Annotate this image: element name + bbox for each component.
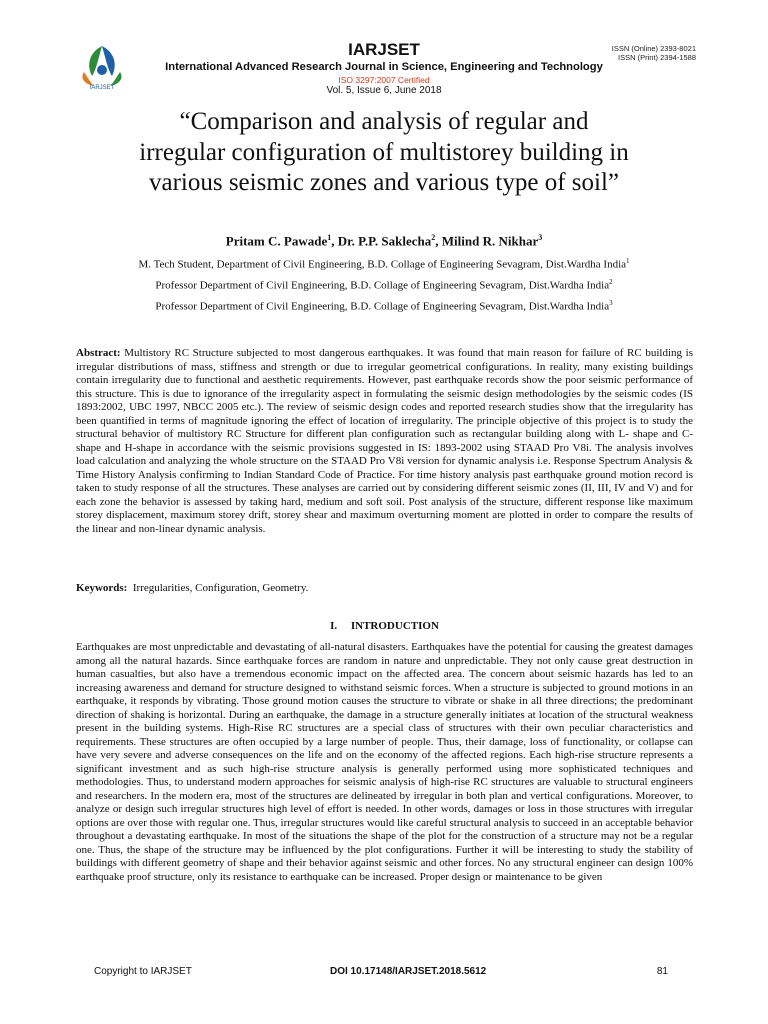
author-sep: , — [331, 233, 338, 249]
affiliation-sup: 1 — [626, 257, 630, 265]
journal-short-name: IARJSET — [348, 40, 420, 59]
author-sup: 1 — [327, 233, 332, 242]
title-line-2: irregular configuration of multistorey building in — [139, 138, 629, 166]
footer-page-number: 81 — [656, 966, 668, 977]
affiliation-text: Professor Department of Civil Engineering, B.D. Collage of Engineering Sevagram, Dist.Wardha India — [155, 279, 610, 292]
logo-text: IARJSET — [89, 85, 115, 90]
footer-copyright: Copyright to IARJSET — [94, 966, 192, 977]
journal-logo-icon — [72, 42, 132, 90]
author-sup: 3 — [538, 233, 543, 242]
section-number: I. — [330, 620, 338, 632]
section-title: INTRODUCTION — [350, 620, 439, 632]
journal-full-name: International Advanced Research Journal in Science, Engineering and Technology — [165, 61, 603, 73]
title-line-1: “Comparison and analysis of regular and — [179, 108, 589, 135]
keywords — [76, 582, 693, 596]
affiliation-text: M. Tech Student, Department of Civil Engineering, B.D. Collage of Engineering Sevagram, Dist.Wardha India — [138, 258, 627, 271]
keywords-text: Irregularities, Configuration, Geometry. — [132, 582, 309, 594]
title-line-3: various seismic zones and various type of soil” — [148, 169, 620, 196]
author-sup: 2 — [431, 233, 436, 242]
abstract-label: Abstract: — [76, 347, 121, 359]
abstract-text: Multistory RC Structure subjected to most dangerous earthquakes. It was found that main reason for failure of RC building is irregular distributions of mass, stiffness and strength or due to irregular geometrical configurations. In reality, many existing buildings contain irregularity due to functional and aesthetic requirements. However, past earthquake records show the poor seismic performance of this structure. This is due to ignorance of the irregularity aspect in formulating the seismic design methodologies by the seismic codes (IS 1893:2002, UBC 1997, NBCC 2005 etc.). The review of seismic design codes and reported research studies show that the irregularity has been quantified in terms of magnitude ignoring the effect of location of irregularity. The principle objective of this project is to study the structural behavior of multistory RC Structure for different plan configuration such as rectangular building along with L- shape and C- shape and H-shape in accordance with the seismic provisions suggested in IS: 1893-2002 using STAAD Pro V8i. The analysis involves load calculation and analyzing the whole structure on the STAAD Pro V8i version for dynamic analysis i.e. Response Spectrum Analysis & Time History Analysis confirming to Indian Standard Code of Practice. For time history analysis past earthquake ground motion record is taken to study response of all the structures. These analyses are carried out by considering different seismic zones (II, III, IV and V) and for each zone the behavior is assessed by taking hard, medium and soft soil. Post analysis of the structure, different response like maximum storey displacement, maximum storey drift, storey shear and maximum overturning moment are plotted in order to compare the results of the linear and non-linear dynamic analysis. — [76, 347, 694, 535]
author-name: Pritam C. Pawade — [225, 233, 328, 249]
author-name: Milind R. Nikhar — [441, 233, 539, 249]
author-sep: , — [435, 233, 442, 249]
affiliation-text: Professor Department of Civil Engineering, B.D. Collage of Engineering Sevagram, Dist.Wardha India — [155, 300, 610, 313]
paper-title — [60, 107, 708, 199]
author-name: Dr. P.P. Saklecha — [337, 233, 432, 249]
affiliation-sup: 2 — [609, 278, 613, 286]
footer-doi: DOI 10.17148/IARJSET.2018.5612 — [330, 966, 487, 977]
abstract — [76, 347, 693, 536]
iso-certification: ISO 3297:2007 Certified — [338, 75, 430, 85]
affiliation-1 — [60, 257, 708, 271]
author-list — [60, 233, 708, 249]
volume-issue: Vol. 5, Issue 6, June 2018 — [326, 85, 442, 96]
issn-online: ISSN (Online) 2393-8021 — [611, 44, 696, 53]
affiliation-sup: 3 — [609, 299, 613, 307]
affiliation-3 — [60, 299, 708, 313]
keywords-label: Keywords: — [76, 582, 128, 594]
section-heading — [76, 620, 693, 632]
issn-print: ISSN (Print) 2394-1588 — [618, 53, 696, 62]
introduction-text: Earthquakes are most unpredictable and devastating of all-natural disasters. Earthquakes have the potential for causing the greatest damages among all the natural hazards. Since earthquake forces are random in nature and unpredictable. They not only cause great destruction in human casualties, but also have a tremendous economic impact on the affected area. The concern about seismic hazards has led to an increasing awareness and demand for structure designed to withstand seismic forces. When a structure is subjected to ground motions in an earthquake, it responds by vibrating. Those ground motion causes the structure to vibrate or shake in all three directions; the predominant direction of shaking is horizontal. During an earthquake, the damage in a structure generally initiates at location of the structural weakness present in the building systems. High-Rise RC structures are a special class of structures with their own peculiar characteristics and requirements. These structures are often occupied by a large number of people. Thus, their damage, loss of functionality, or collapse can have very severe and adverse consequences on the life and on the economy of the affected regions. Each high-rise structure represents a significant investment and as such high-rise structure analysis is generally performed using more sophisticated techniques and methodologies. Thus, to understand modern approaches for seismic analysis of high-rise RC structures are valuable to structural engineers and researchers. In the modern era, most of the structures are delineated by irregular in both plan and vertical configurations. Moreover, to analyze or design such irregular structures high level of effort is needed. In other words, damages or loss in those structures with irregular options are over those with regular one. Thus, irregular structures would like careful structural analysis to succeed in an acceptable behavior throughout a devastating earthquake. In most of the situations the shape of the plot for the construction of a structure may not be a regular one. Thus, the shape of the structure may be influenced by the plot configurations. Further it will be interesting to study the stability of buildings with different geometry of shape and their behavior against seismic and other forces. No any structural engineer can design 100% earthquake proof structure, only its resistance to earthquake can be increased. Proper design or maintenance to be given — [76, 641, 693, 883]
affiliation-2 — [60, 278, 708, 292]
